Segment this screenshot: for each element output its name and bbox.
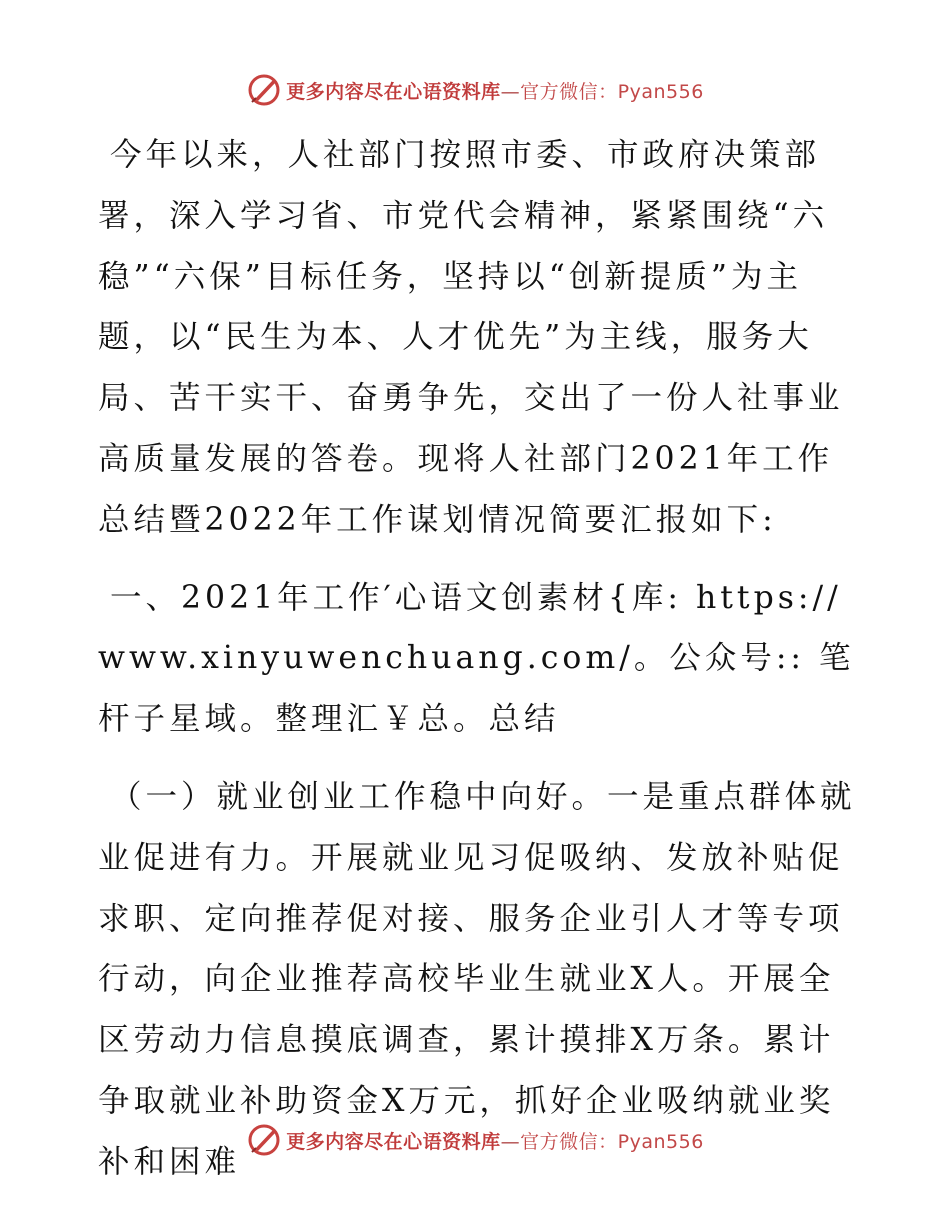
banner-wechat: 官方微信：Pyan556 bbox=[520, 80, 704, 103]
paragraph-section-heading: 一、2021年工作′心语文创素材{库: https://www.xinyuwenchuang.com/。公众号:: 笔杆子星域。整理汇￥总。总结 bbox=[98, 579, 855, 738]
banner-title: 更多内容尽在心语资料库 bbox=[286, 1130, 501, 1153]
quill-pen-logo-icon bbox=[246, 1122, 282, 1158]
banner-text bbox=[286, 1127, 704, 1154]
banner-wechat: 官方微信：Pyan556 bbox=[520, 1130, 704, 1153]
header-watermark-banner bbox=[0, 70, 950, 110]
banner-dash: — bbox=[500, 1130, 521, 1153]
banner-dash: — bbox=[500, 80, 521, 103]
document-body bbox=[98, 125, 858, 1193]
paragraph-intro: 今年以来，人社部门按照市委、市政府决策部署，深入学习省、市党代会精神，紧紧围绕“六稳”“六保”目标任务，坚持以“创新提质”为主题，以“民生为本、人才优先”为主线，服务大局、苦干实干、奋勇争先，交出了一份人社事业高质量发展的答卷。现将人社部门2021年工作总结暨2022年工作谋划情况简要汇报如下: bbox=[98, 137, 844, 538]
quill-pen-logo-icon bbox=[246, 72, 282, 108]
banner-title: 更多内容尽在心语资料库 bbox=[286, 80, 501, 103]
banner-text bbox=[286, 77, 704, 104]
paragraph-employment: （一）就业创业工作稳中向好。一是重点群体就业促进有力。开展就业见习促吸纳、发放补贴促求职、定向推荐促对接、服务企业引人才等专项行动，向企业推荐高校毕业生就业X人。开展全区劳动力信息摸底调查，累计摸排X万条。累计争取就业补助资金X万元，抓好企业吸纳就业奖补和困难 bbox=[98, 778, 856, 1180]
footer-watermark-banner bbox=[0, 1120, 950, 1160]
